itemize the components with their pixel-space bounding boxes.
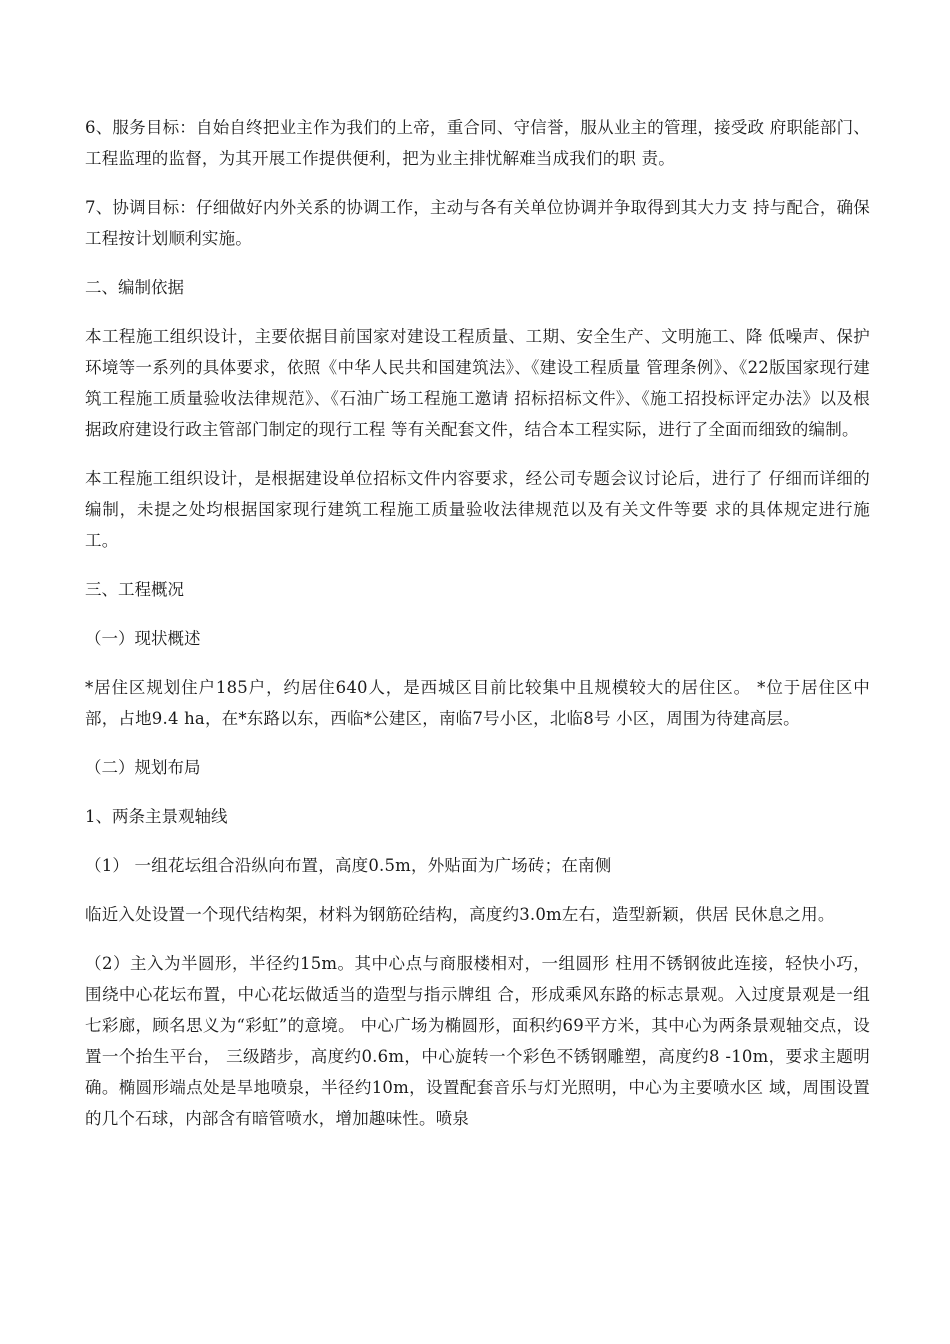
paragraph-basis-2: 本工程施工组织设计，是根据建设单位招标文件内容要求，经公司专题会议讨论后，进行了 仔细而详细的编制，未提之处均根据国家现行建筑工程施工质量验收法律规范以及有关文件等要 求的具体规定进行施工。 xyxy=(85,469,870,550)
document-page xyxy=(85,112,870,1152)
section-heading-overview: 三、工程概况 xyxy=(85,580,184,599)
paragraph-status: *居住区规划住户185户，约居住640人，是西城区目前比较集中且规模较大的居住区。 *位于居住区中部，占地9.4 ha，在*东路以东，西临*公建区，南临7号小区，北临8号 小区，周围为待建高层。 xyxy=(85,678,870,728)
paragraph-basis-1: 本工程施工组织设计，主要依据目前国家对建设工程质量、工期、安全生产、文明施工、降 低噪声、保护环境等一系列的具体要求，依照《中华人民共和国建筑法》、《建设工程质量 管理条例》、《22版国家现行建筑工程施工质量验收法律规范》、《石油广场工程施工邀请 招标招标文件》、《施工招投标评定办法》以及根据政府建设行政主管部门制定的现行工程 等有关配套文件，结合本工程实际，进行了全面而细致的编制。 xyxy=(85,327,870,439)
paragraph-item-1-cont: 临近入处设置一个现代结构架，材料为钢筋砼结构，高度约3.0m左右，造型新颖，供居 民休息之用。 xyxy=(85,905,835,924)
item-heading-axes: 1、两条主景观轴线 xyxy=(85,807,228,826)
paragraph-item-1: （1） 一组花坛组合沿纵向布置，高度0.5m，外贴面为广场砖；在南侧 xyxy=(85,856,612,875)
paragraph-item-2: （2）主入为半圆形，半径约15m。其中心点与商服楼相对，一组圆形 柱用不锈钢彼此连接，轻快小巧，围绕中心花坛布置，中心花坛做适当的造型与指示牌组 合，形成乘风东路的标志景观。入过度景观是一组七彩廊，顾名思义为“彩虹”的意境。 中心广场为椭圆形，面积约69平方米，其中心为两条景观轴交点，设置一个抬生平台， 三级踏步，高度约0.6m，中心旋转一个彩色不锈钢雕塑，高度约8 -10m，要求主题明 确。椭圆形端点处是旱地喷泉，半径约10m，设置配套音乐与灯光照明，中心为主要喷水区 域，周围设置的几个石球，内部含有暗管喷水，增加趣味性。喷泉 xyxy=(85,954,870,1128)
subsection-heading-status: （一）现状概述 xyxy=(85,629,201,648)
paragraph-coordination-goal: 7、协调目标：仔细做好内外关系的协调工作，主动与各有关单位协调并争取得到其大力支 持与配合，确保工程按计划顺利实施。 xyxy=(85,198,870,248)
paragraph-service-goal: 6、服务目标：自始自终把业主作为我们的上帝，重合同、守信誉，服从业主的管理，接受政 府职能部门、工程监理的监督，为其开展工作提供便利，把为业主排忧解难当成我们的职 责。 xyxy=(85,118,870,168)
section-heading-basis: 二、编制依据 xyxy=(85,278,184,297)
subsection-heading-layout: （二）规划布局 xyxy=(85,758,201,777)
